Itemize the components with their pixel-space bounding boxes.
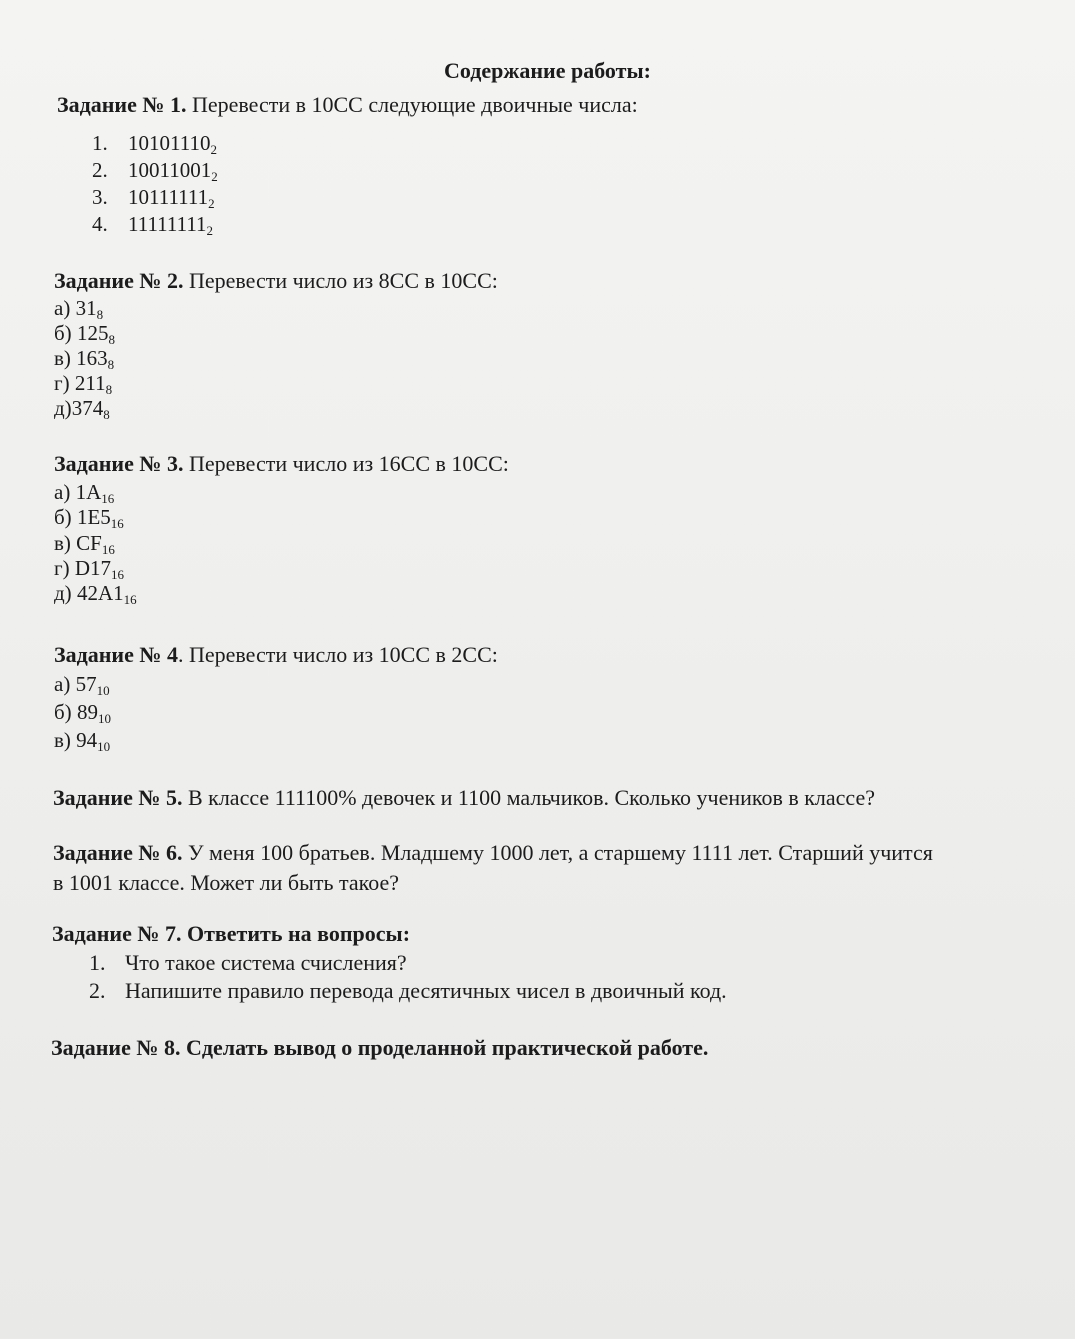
- task7-heading: [52, 921, 410, 947]
- task3-item: г) $D17_{16}$: [54, 556, 125, 582]
- task5-label: Задание № 5.: [53, 785, 183, 810]
- task3-item: а) $1А_{16}$: [54, 480, 115, 506]
- task2-item: а) $31_8$: [54, 296, 104, 322]
- task4-item: а) $57_{10}$: [54, 672, 110, 698]
- task2-heading: [54, 268, 498, 294]
- task3-item: б) $1Е5_{16}$: [54, 505, 124, 531]
- task1-item: 4. $11111111_2$: [92, 212, 214, 238]
- task3-item: д) $42A1_{16}$: [54, 581, 137, 607]
- task7-question: 1. Что такое система счисления?: [89, 950, 407, 975]
- task2-item: в) $163_8$: [54, 346, 115, 372]
- task1-item: 3. $10111111_2$: [92, 185, 215, 211]
- task7-label: Задание № 7. Ответить на вопросы:: [52, 921, 411, 946]
- task2-item: $д)374_8$: [54, 396, 110, 422]
- task1-label: Задание № 1.: [57, 92, 187, 117]
- task6-text: У меня 100 братьев. Младшему 1000 лет, а старшему 1111 лет. Старший учится: [182, 840, 933, 865]
- task3-item: в) $CF_{16}$: [54, 531, 115, 557]
- page-title: Содержание работы:: [444, 58, 651, 83]
- task5-text: В классе 111100% девочек и 1100 мальчиков. Сколько учеников в классе?: [182, 785, 875, 810]
- task4-text: . Перевести число из 10СС в 2СС:: [177, 642, 498, 667]
- task1-item: 2. $10011001_2$: [92, 158, 218, 184]
- task4-item: б) $89_{10}$: [54, 700, 111, 726]
- task6-label: Задание № 6.: [53, 840, 183, 865]
- task1-text: Перевести в 10СС следующие двоичные числа:: [186, 92, 638, 117]
- task3-heading: [54, 451, 509, 477]
- task1-item: 1. $10101110_2$: [92, 131, 217, 157]
- task3-label: Задание № 3.: [54, 451, 184, 476]
- task5-heading: [53, 785, 875, 811]
- task7-question: 2. Напишите правило перевода десятичных чисел в двоичный код.: [89, 978, 727, 1003]
- task8-heading: [51, 1035, 708, 1061]
- task8-label: Задание № 8. Сделать вывод о проделанной практической работе.: [51, 1035, 709, 1060]
- task2-label: Задание № 2.: [54, 268, 184, 293]
- task2-item: б) $125_8$: [54, 321, 115, 347]
- task2-item: г) $211_8$: [54, 371, 113, 397]
- task4-heading: [54, 642, 498, 668]
- task6-text-continued: в 1001 классе. Может ли быть такое?: [53, 870, 400, 895]
- task2-text: Перевести число из 8СС в 10СС:: [183, 268, 498, 293]
- task4-item: в) $94_{10}$: [54, 728, 111, 754]
- task1-heading: [57, 92, 638, 118]
- task4-label: Задание № 4: [54, 642, 178, 667]
- task6-paragraph: [53, 838, 1063, 898]
- task3-text: Перевести число из 16СС в 10СС:: [183, 451, 509, 476]
